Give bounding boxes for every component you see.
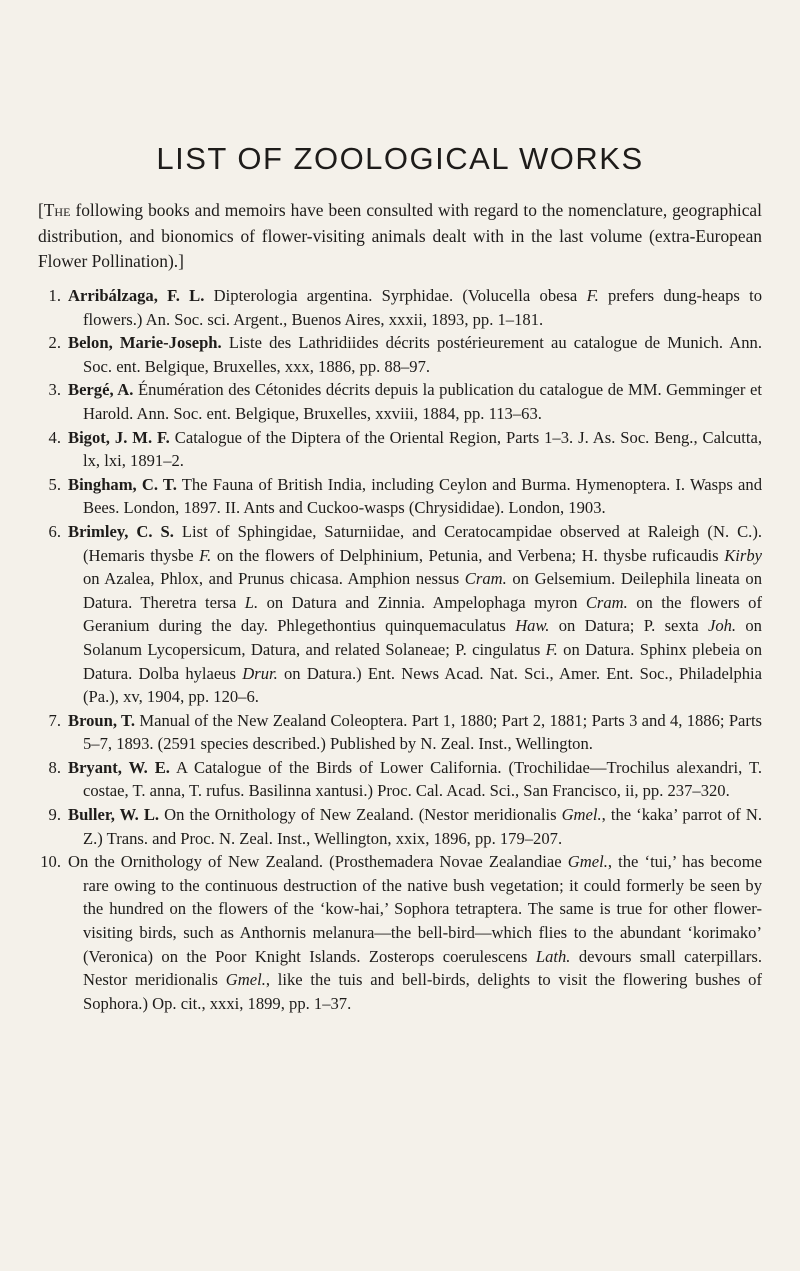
bibliography-entry <box>38 756 762 803</box>
entry-text <box>68 284 762 331</box>
entry-number: 8. <box>48 757 61 777</box>
entry-number: 1. <box>48 286 61 305</box>
entry-segment: on Azalea, Phlox, and Prunus chicasa. Amphion nessus <box>83 569 465 589</box>
entry-author: Belon, Marie-Joseph. <box>68 333 222 353</box>
entry-author: Bingham, C. T. <box>68 474 177 494</box>
entry-author: Buller, W. L. <box>68 805 160 825</box>
entry-italic-authority: F. <box>586 286 599 305</box>
entry-text <box>68 709 762 756</box>
entry-number: 7. <box>48 710 61 730</box>
entry-italic-authority: F. <box>199 545 212 565</box>
entry-segment: Catalogue of the Diptera of the Oriental Region, Parts 1–3. J. As. Soc. Beng., Calcutta, lx, lxi, 1891–2. <box>83 427 762 471</box>
intro-bracket: [ <box>38 200 44 220</box>
bibliography-entry <box>38 284 762 331</box>
entry-number: 9. <box>48 805 61 825</box>
entry-segment: A Catalogue of the Birds of Lower California. (Trochilidae—Trochilus alexandri, T. costae, T. anna, T. rufus. Basilinna xantusi.) Proc. Cal. Acad. Sci., San Francisco, ii, pp. 237–320. <box>83 757 762 801</box>
entry-segment: on Datura; P. sexta <box>549 616 708 636</box>
entry-segment: Dipterologia argentina. Syrphidae. (Volucella obesa <box>213 286 587 305</box>
intro-paragraph <box>38 198 762 275</box>
entry-italic-authority: Cram. <box>464 569 507 589</box>
entry-text <box>68 850 762 1015</box>
entry-author: Bryant, W. E. <box>68 757 170 777</box>
entry-text <box>68 426 762 473</box>
entry-segment: , like the tuis and bell-birds, delights to visit the flowering bushes of Sophora.) Op. cit., xxxi, 1899, pp. 1–37. <box>83 970 762 1013</box>
bibliography-entry <box>38 520 762 709</box>
entry-number: 4. <box>48 427 61 447</box>
entry-text <box>68 331 762 378</box>
entry-segment: on Datura.) Ent. News Acad. Nat. Sci., Amer. Ent. Soc., Philadelphia (Pa.), xv, 1904, pp. 120–6. <box>83 663 763 707</box>
page-title: LIST OF ZOOLOGICAL WORKS <box>156 140 644 176</box>
entry-author: Bigot, J. M. F. <box>68 427 170 447</box>
entry-segment: , the ‘kaka’ parrot of N. Z.) Trans. and Proc. N. Zeal. Inst., Wellington, xxix, 1896, pp. 179–207. <box>83 805 762 848</box>
entry-italic-authority: Gmel. <box>225 970 266 990</box>
entry-italic-authority: Joh. <box>707 616 737 636</box>
entry-number: 2. <box>48 333 61 353</box>
entry-italic-authority: Cram. <box>585 592 628 612</box>
entry-segment: On the Ornithology of New Zealand. (Nestor meridionalis <box>164 805 562 825</box>
entry-text <box>68 378 762 425</box>
entry-text <box>68 520 762 709</box>
bibliography-entry <box>38 378 762 425</box>
entry-segment: List of Sphingidae, Saturniidae, and Ceratocampidae observed at Raleigh (N. C.). (Hemaris thysbe <box>83 521 762 565</box>
entry-segment: on the flowers of Delphinium, Petunia, and Verbena; H. thysbe ruficaudis <box>211 545 725 565</box>
entry-segment: devours small caterpillars. Nestor meridionalis <box>83 946 762 990</box>
bibliography-entry <box>38 426 762 473</box>
entry-segment: Énumération des Cétonides décrits depuis la publication du catalogue de MM. Gemminger et Harold. Ann. Soc. ent. Belgique, Bruxelles, xxviii, 1884, pp. 113–63. <box>83 380 762 423</box>
entry-segment: On the Ornithology of New Zealand. (Prosthemadera Novae Zealandiae <box>68 852 568 872</box>
intro-lead-word: The <box>43 200 71 220</box>
entry-segment: on Datura and Zinnia. Ampelophaga myron <box>258 592 586 612</box>
entry-italic-authority: F. <box>545 639 558 659</box>
entry-text <box>68 803 762 850</box>
entry-italic-authority: Kirby <box>724 545 762 565</box>
entry-author: Broun, T. <box>68 710 136 730</box>
bibliography-list <box>38 284 762 1015</box>
bibliography-entry <box>38 331 762 378</box>
entry-italic-authority: Drur. <box>242 663 278 683</box>
entry-italic-authority: L. <box>244 592 259 612</box>
entry-segment: on Gelsemium. Deilephila lineata on Datura. Theretra tersa <box>83 569 762 612</box>
bibliography-entry <box>38 473 762 520</box>
entry-segment: Manual of the New Zealand Coleoptera. Part 1, 1880; Part 2, 1881; Parts 3 and 4, 1886; Parts 5–7, 1893. (2591 species described.) Published by N. Zeal. Inst., Wellington. <box>83 710 763 754</box>
bibliography-entry <box>38 803 762 850</box>
bibliography-entry <box>38 850 762 1015</box>
entry-segment: on Solanum Lycopersicum, Datura, and related Solaneae; P. cingulatus <box>83 616 762 659</box>
entry-author: Bergé, A. <box>68 380 134 400</box>
entry-segment: on Datura. Sphinx plebeia on Datura. Dolba hylaeus <box>83 639 762 683</box>
intro-text: following books and memoirs have been consulted with regard to the nomenclature, geographical distribution, and bionomics of flower-visiting animals dealt with in the last volume (extra-European Flower Pollination).] <box>38 200 762 271</box>
entry-number: 3. <box>48 380 61 400</box>
entry-number: 6. <box>48 521 61 541</box>
entry-italic-authority: Haw. <box>515 616 550 636</box>
entry-text <box>68 473 762 520</box>
entry-segment: The Fauna of British India, including Ceylon and Burma. Hymenoptera. I. Wasps and Bees. London, 1897. II. Ants and Cuckoo-wasps (Chrysididae). London, 1903. <box>83 474 762 518</box>
entry-italic-authority: Lath. <box>535 946 571 966</box>
entry-italic-authority: Gmel. <box>567 852 608 872</box>
entry-number: 10. <box>40 852 61 872</box>
bibliography-entry <box>38 709 762 756</box>
entry-author: Brimley, C. S. <box>68 521 174 541</box>
entry-number: 5. <box>48 474 61 494</box>
entry-author: Arribálzaga, F. L. <box>68 286 205 305</box>
entry-segment: Liste des Lathridiides décrits postérieurement au catalogue de Munich. Ann. Soc. ent. Belgique, Bruxelles, xxx, 1886, pp. 88–97. <box>83 333 762 376</box>
entry-segment: prefers dung-heaps to flowers.) An. Soc. sci. Argent., Buenos Aires, xxxii, 1893, pp. 1–181. <box>83 286 763 329</box>
entry-italic-authority: Gmel. <box>561 805 602 825</box>
entry-text <box>68 756 762 803</box>
entry-segment: on the flowers of Geranium during the day. Phlegethontius quinquemaculatus <box>83 592 762 636</box>
entry-segment: , the ‘tui,’ has become rare owing to the continuous destruction of the native bush vegetation; it could formerly be seen by the hundred on the flowers of the ‘kow-hai,’ Sophora tetraptera. The same is true for other flower-visiting birds, such as Anthornis melanura—the bell-bird—which flies to the abundant ‘korimako’ (Veronica) on the Poor Knight Islands. Zosterops coerulescens <box>83 852 763 966</box>
